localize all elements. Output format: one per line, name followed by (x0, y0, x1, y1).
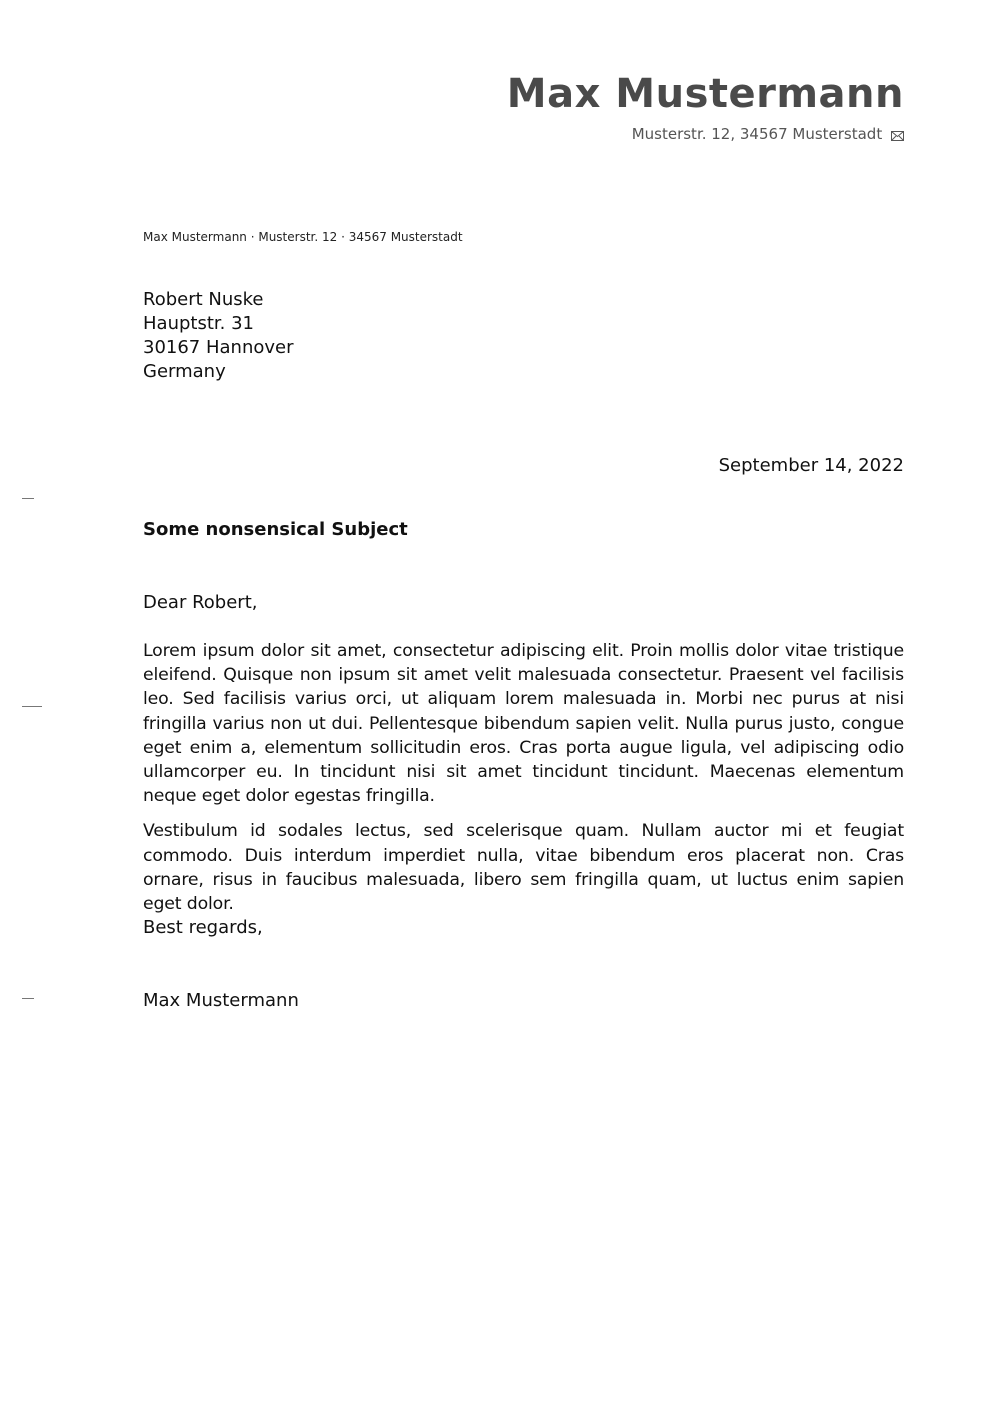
fold-mark-bottom (22, 998, 34, 999)
sender-name: Max Mustermann (506, 71, 904, 117)
envelope-icon (891, 126, 904, 146)
letter-subject: Some nonsensical Subject (143, 519, 408, 540)
recipient-country: Germany (143, 361, 226, 382)
recipient-city: 30167 Hannover (143, 337, 294, 358)
closing: Best regards, (143, 917, 263, 938)
recipient-address-block (143, 288, 294, 384)
sender-address-line (507, 124, 904, 146)
signature-name: Max Mustermann (143, 990, 299, 1011)
letterhead (507, 70, 904, 146)
hole-punch-mark (22, 706, 42, 707)
sender-address: Musterstr. 12, 34567 Musterstadt (631, 125, 883, 143)
letter-date: September 14, 2022 (718, 455, 904, 476)
return-address: Max Mustermann · Musterstr. 12 · 34567 Musterstadt (143, 230, 463, 244)
fold-mark-top (22, 498, 34, 499)
recipient-street: Hauptstr. 31 (143, 313, 254, 334)
recipient-name: Robert Nuske (143, 289, 264, 310)
body-paragraph: Vestibulum id sodales lectus, sed scelerisque quam. Nullam auctor mi et feugiat commodo. Duis interdum imperdiet nulla, vitae bibendum eros placerat non. Cras ornare, risus in faucibus malesuada, libero sem fringilla quam, ut luctus enim sapien eget dolor. (143, 821, 904, 915)
letter-body (143, 639, 904, 927)
salutation: Dear Robert, (143, 592, 258, 613)
body-paragraph: Lorem ipsum dolor sit amet, consectetur adipiscing elit. Proin mollis dolor vitae tristique eleifend. Quisque non ipsum sit amet velit malesuada consectetur. Praesent vel facilisis leo. Sed facilisis varius orci, ut aliquam lorem malesuada in. Morbi nec purus at nisi fringilla varius non ut dui. Pellentesque bibendum sapien velit. Nulla purus justo, congue eget enim a, elementum sollicitudin eros. Cras porta augue ligula, vel adipiscing odio ullamcorper eu. In tincidunt nisi sit amet tincidunt tincidunt. Maecenas elementum neque eget dolor egestas fringilla. (143, 641, 904, 807)
